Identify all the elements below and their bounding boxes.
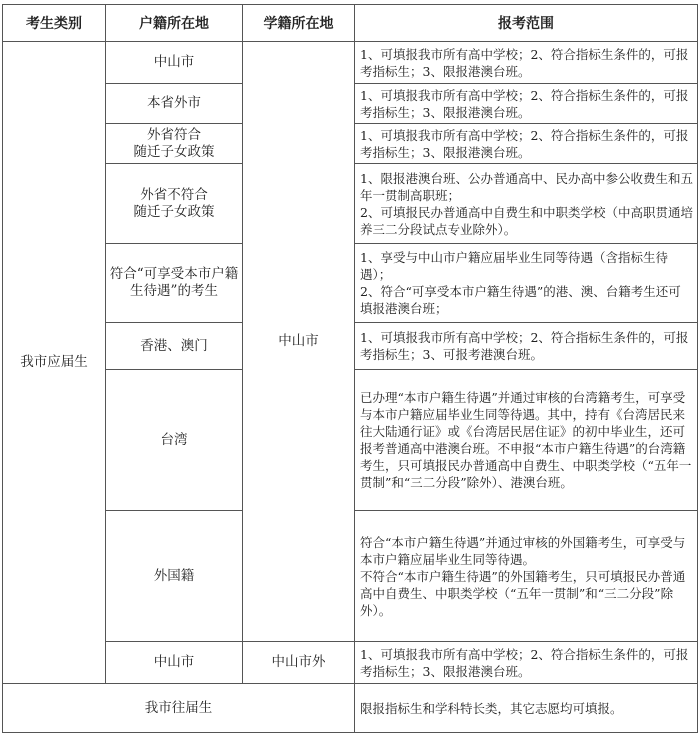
- hukou-cell: 香港、澳门: [106, 323, 243, 370]
- hukou-cell: 外省不符合 随迁子女政策: [106, 164, 243, 244]
- scope-cell: 1、可填报我市所有高中学校；2、符合指标生条件的，可报考指标生；3、可报考港澳台班。: [355, 323, 698, 370]
- hukou-cell: 台湾: [106, 370, 243, 511]
- header-school-location: 学籍所在地: [243, 5, 355, 42]
- hukou-cell: 中山市: [106, 42, 243, 84]
- category-previous-graduates: 我市往届生: [3, 684, 355, 733]
- hukou-cell: 中山市: [106, 642, 243, 684]
- scope-cell: 1、可填报我市所有高中学校；2、符合指标生条件的，可报考指标生；3、限报港澳台班。: [355, 124, 698, 164]
- hukou-cell: 外国籍: [106, 511, 243, 642]
- table-row: [3, 642, 698, 684]
- header-application-scope: 报考范围: [355, 5, 698, 42]
- school-location-zhongshan: 中山市: [243, 42, 355, 642]
- scope-cell: 符合“本市户籍生待遇”并通过审核的外国籍考生，可享受与本市户籍应届毕业生同等待遇。 不符合“本市户籍生待遇”的外国籍考生，只可填报民办普通高中自费生、中职类学校（“五年一贯制”和“三二分段”除外）。: [355, 511, 698, 642]
- scope-cell: 1、限报港澳台班、公办普通高中、民办高中参公收费生和五年一贯制高职班； 2、可填报民办普通高中自费生和中职类学校（中高职贯通培养三二分段试点专业除外）。: [355, 164, 698, 244]
- header-student-category: 考生类别: [3, 5, 106, 42]
- header-hukou-location: 户籍所在地: [106, 5, 243, 42]
- table-row: [3, 42, 698, 84]
- scope-cell: 1、可填报我市所有高中学校；2、符合指标生条件的，可报考指标生；3、限报港澳台班。: [355, 642, 698, 684]
- scope-cell: 限报指标生和学科特长类，其它志愿均可填报。: [355, 684, 698, 733]
- category-current-graduates: 我市应届生: [3, 42, 106, 684]
- hukou-cell: 本省外市: [106, 84, 243, 124]
- hukou-cell: 符合“可享受本市户籍生待遇”的考生: [106, 244, 243, 323]
- admission-scope-table: [2, 4, 698, 733]
- scope-cell: 已办理“本市户籍生待遇”并通过审核的台湾籍考生，可享受与本市户籍应届毕业生同等待遇。其中，持有《台湾居民来往大陆通行证》或《台湾居民居住证》的初中毕业生，还可报考普通高中港澳台班。不申报“本市户籍生待遇”的台湾籍考生，只可填报民办普通高中自费生、中职类学校（“五年一贯制”和“三二分段”除外）、港澳台班。: [355, 370, 698, 511]
- scope-cell: 1、可填报我市所有高中学校；2、符合指标生条件的，可报考指标生；3、限报港澳台班。: [355, 84, 698, 124]
- scope-cell: 1、享受与中山市户籍应届毕业生同等待遇（含指标生待遇）； 2、符合“可享受本市户籍生待遇”的港、澳、台籍考生还可填报港澳台班；: [355, 244, 698, 323]
- school-location-outside: 中山市外: [243, 642, 355, 684]
- hukou-cell: 外省符合 随迁子女政策: [106, 124, 243, 164]
- table-header-row: [3, 5, 698, 42]
- scope-cell: 1、可填报我市所有高中学校；2、符合指标生条件的，可报考指标生；3、限报港澳台班。: [355, 42, 698, 84]
- table-row: [3, 684, 698, 733]
